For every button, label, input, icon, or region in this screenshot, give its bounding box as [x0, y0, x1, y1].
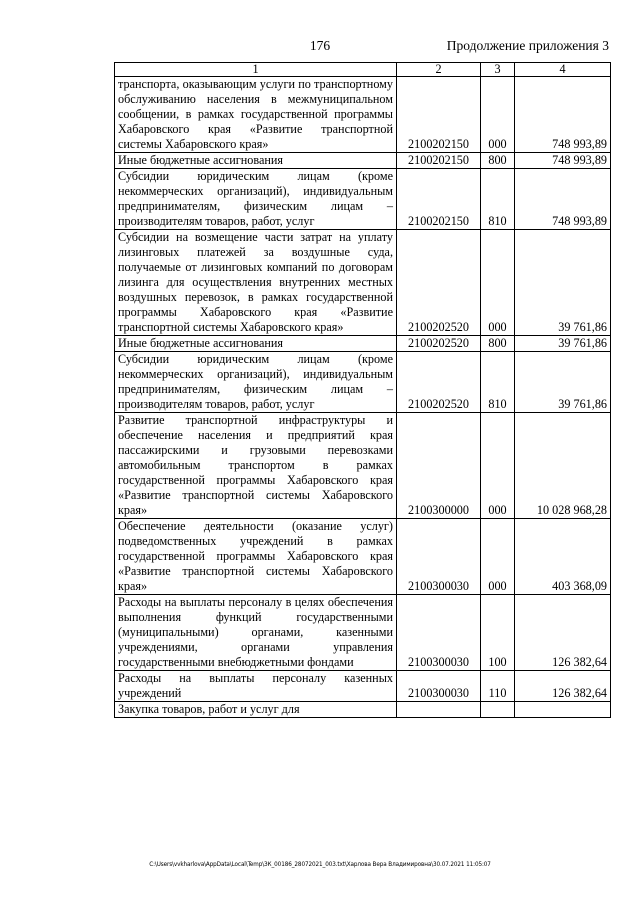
row-type: 000 — [481, 230, 515, 336]
row-description: Расходы на выплаты персоналу в целях обеспечения выполнения функций государственными (муниципальными) органами, казенными учреждениями, органами управления государственными внебюджетными фондами — [115, 595, 397, 671]
table-header-row — [115, 63, 611, 77]
table-row — [115, 595, 611, 671]
row-code — [397, 702, 481, 718]
table-row — [115, 352, 611, 413]
table-row — [115, 336, 611, 352]
row-type: 000 — [481, 77, 515, 153]
row-description: Иные бюджетные ассигнования — [115, 153, 397, 169]
row-code: 2100202520 — [397, 336, 481, 352]
row-amount — [515, 702, 611, 718]
row-description: Субсидии юридическим лицам (кроме некоммерческих организаций), индивидуальным предпринимателям, физическим лицам – производителям товаров, работ, услуг — [115, 352, 397, 413]
table-row — [115, 519, 611, 595]
row-description: Иные бюджетные ассигнования — [115, 336, 397, 352]
row-code: 2100300030 — [397, 671, 481, 702]
row-type: 000 — [481, 413, 515, 519]
row-amount: 748 993,89 — [515, 153, 611, 169]
row-type — [481, 702, 515, 718]
table-row — [115, 230, 611, 336]
row-code: 2100202520 — [397, 230, 481, 336]
file-path-footer: C:\Users\vvkharlova\AppData\Local\Temp\ЗК_00186_28072021_003.txt\Харлова Вера Владимировна\30.07.2021 11:05:07 — [149, 861, 491, 868]
row-amount: 39 761,86 — [515, 352, 611, 413]
row-code: 2100202520 — [397, 352, 481, 413]
row-type: 810 — [481, 352, 515, 413]
table-row — [115, 153, 611, 169]
row-code: 2100300030 — [397, 595, 481, 671]
row-type: 000 — [481, 519, 515, 595]
table-row — [115, 671, 611, 702]
row-type: 800 — [481, 153, 515, 169]
row-amount: 39 761,86 — [515, 230, 611, 336]
row-type: 800 — [481, 336, 515, 352]
continuation-label: Продолжение приложения 3 — [446, 38, 609, 53]
column-header: 1 — [115, 63, 397, 77]
column-header: 4 — [515, 63, 611, 77]
row-type: 100 — [481, 595, 515, 671]
row-description: транспорта, оказывающим услуги по транспортному обслуживанию населения в межмуниципальном сообщении, в рамках государственной программы Хабаровского края «Развитие транспортной системы Хабаровского края» — [115, 77, 397, 153]
table-row — [115, 169, 611, 230]
row-amount: 126 382,64 — [515, 595, 611, 671]
row-code: 2100202150 — [397, 153, 481, 169]
row-description: Обеспечение деятельности (оказание услуг) подведомственных учреждений в рамках государственной программы Хабаровского края «Развитие транспортной системы Хабаровского края» — [115, 519, 397, 595]
row-type: 810 — [481, 169, 515, 230]
row-description: Закупка товаров, работ и услуг для — [115, 702, 397, 718]
row-code: 2100202150 — [397, 77, 481, 153]
row-amount: 10 028 968,28 — [515, 413, 611, 519]
column-header: 2 — [397, 63, 481, 77]
row-amount: 748 993,89 — [515, 169, 611, 230]
row-amount: 39 761,86 — [515, 336, 611, 352]
table-row — [115, 77, 611, 153]
row-description: Расходы на выплаты персоналу казенных учреждений — [115, 671, 397, 702]
row-code: 2100300030 — [397, 519, 481, 595]
budget-table — [114, 62, 611, 718]
row-amount: 403 368,09 — [515, 519, 611, 595]
row-amount: 126 382,64 — [515, 671, 611, 702]
table-row — [115, 413, 611, 519]
column-header: 3 — [481, 63, 515, 77]
row-description: Развитие транспортной инфраструктуры и обеспечение населения и предприятий края пассажирскими и грузовыми перевозками автомобильным транспортом в рамках государственной программы Хабаровского края «Развитие транспортной системы Хабаровского края» — [115, 413, 397, 519]
row-description: Субсидии юридическим лицам (кроме некоммерческих организаций), индивидуальным предпринимателям, физическим лицам – производителям товаров, работ, услуг — [115, 169, 397, 230]
table-row — [115, 702, 611, 718]
row-amount: 748 993,89 — [515, 77, 611, 153]
row-code: 2100202150 — [397, 169, 481, 230]
row-code: 2100300000 — [397, 413, 481, 519]
row-description: Субсидии на возмещение части затрат на уплату лизинговых платежей за воздушные суда, получаемые от лизинговых компаний по договорам лизинга для осуществления внутренних местных воздушных перевозок, в рамках государственной программы Хабаровского края «Развитие транспортной системы Хабаровского края» — [115, 230, 397, 336]
page-number: 176 — [309, 38, 331, 53]
row-type: 110 — [481, 671, 515, 702]
